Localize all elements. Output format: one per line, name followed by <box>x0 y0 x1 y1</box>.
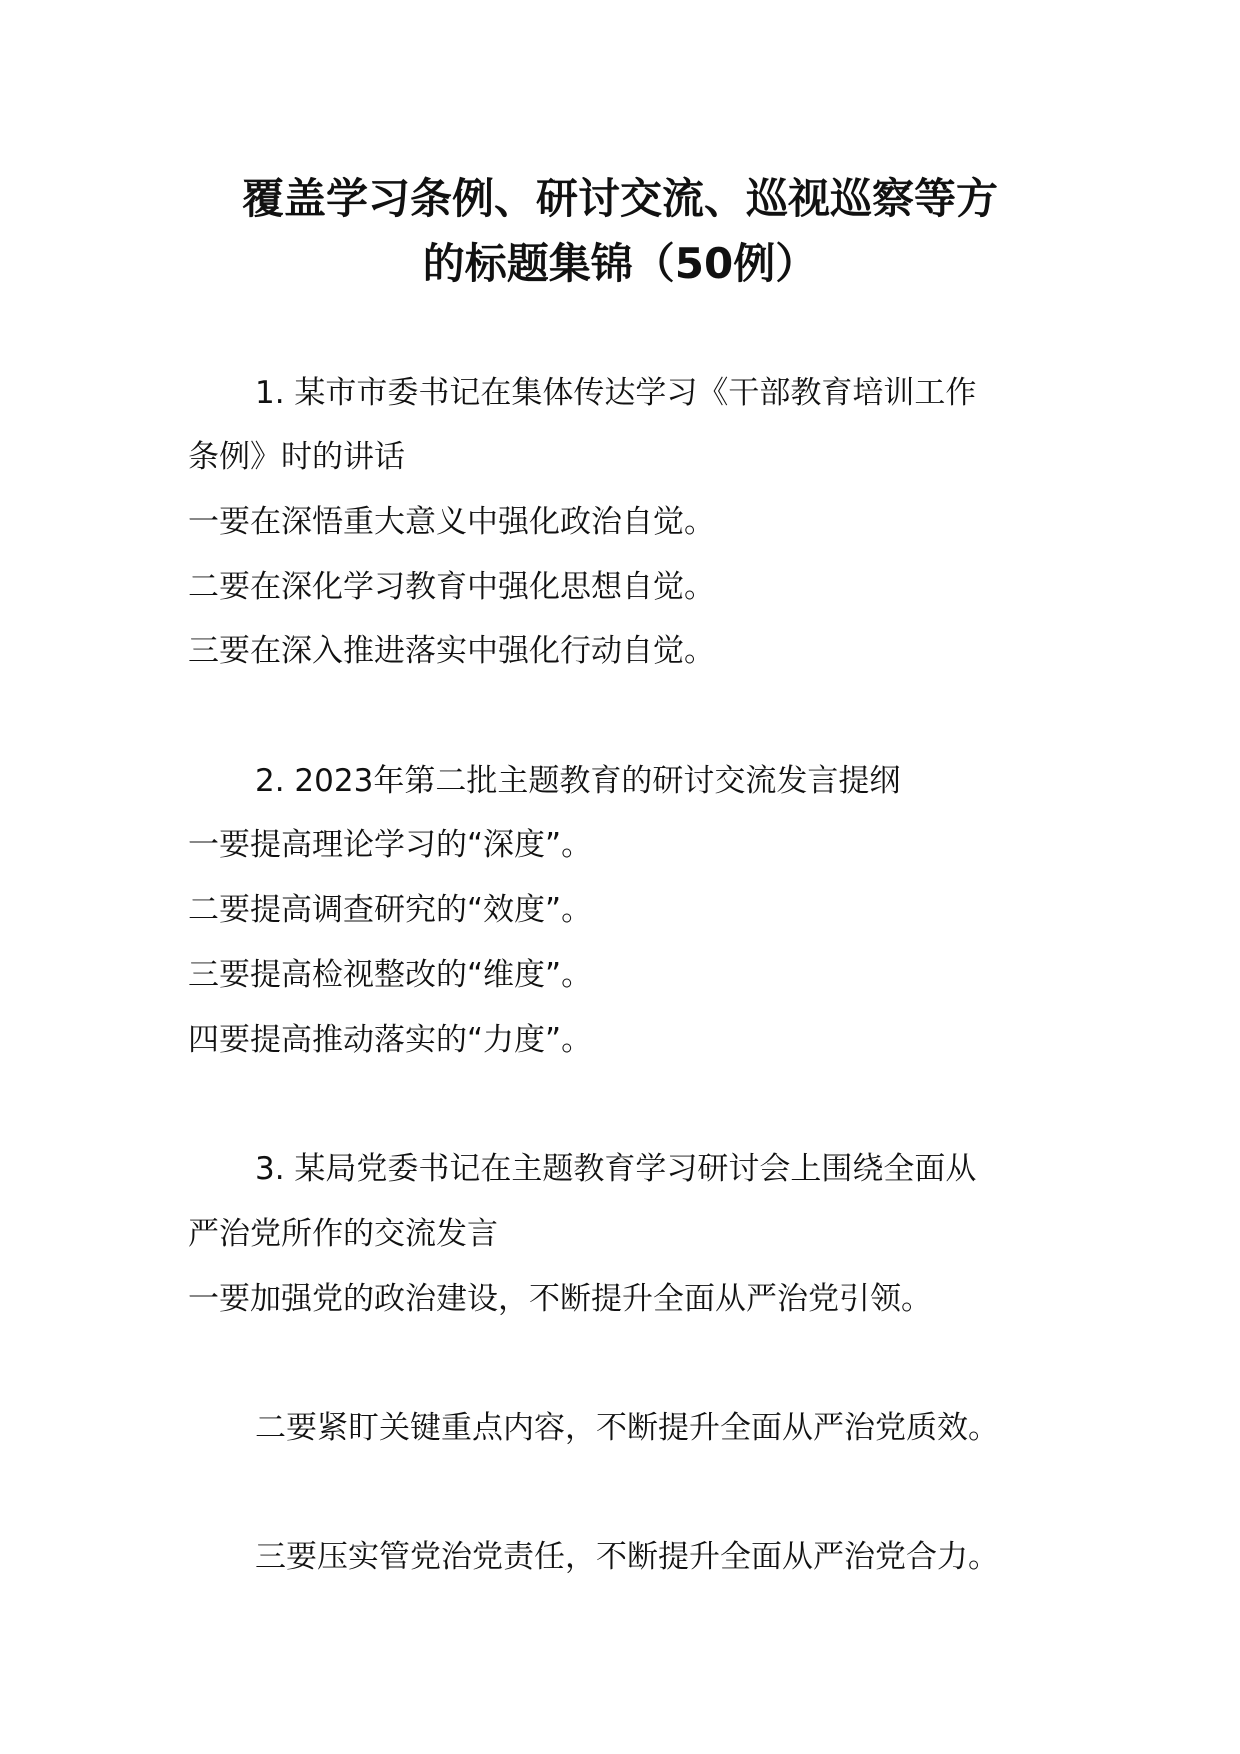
section-2-heading: 2. 2023年第二批主题教育的研讨交流发言提纲 <box>255 763 901 799</box>
section-1-point-1: 一要在深悟重大意义中强化政治自觉。 <box>188 504 715 540</box>
document-title-line-2: 的标题集锦（50例） <box>422 239 818 288</box>
section-3-point-1: 一要加强党的政治建设，不断提升全面从严治党引领。 <box>188 1281 932 1317</box>
section-3-heading-line-2: 严治党所作的交流发言 <box>188 1216 498 1252</box>
section-3-point-2: 二要紧盯关键重点内容，不断提升全面从严治党质效。 <box>255 1410 999 1446</box>
section-1-point-3: 三要在深入推进落实中强化行动自觉。 <box>188 633 715 669</box>
section-2-point-3: 三要提高检视整改的“维度”。 <box>188 957 593 993</box>
section-2-point-4: 四要提高推动落实的“力度”。 <box>188 1022 593 1058</box>
section-3-point-3: 三要压实管党治党责任，不断提升全面从严治党合力。 <box>255 1539 999 1575</box>
section-1-heading-line-2: 条例》时的讲话 <box>188 439 405 475</box>
section-3-heading-line-1: 3. 某局党委书记在主题教育学习研讨会上围绕全面从 <box>255 1151 977 1187</box>
section-2-point-2: 二要提高调查研究的“效度”。 <box>188 892 593 928</box>
section-1-heading-line-1: 1. 某市市委书记在集体传达学习《干部教育培训工作 <box>255 375 977 411</box>
document-title-line-1: 覆盖学习条例、研讨交流、巡视巡察等方 <box>241 174 998 223</box>
section-2-point-1: 一要提高理论学习的“深度”。 <box>188 827 593 863</box>
section-1-point-2: 二要在深化学习教育中强化思想自觉。 <box>188 569 715 605</box>
